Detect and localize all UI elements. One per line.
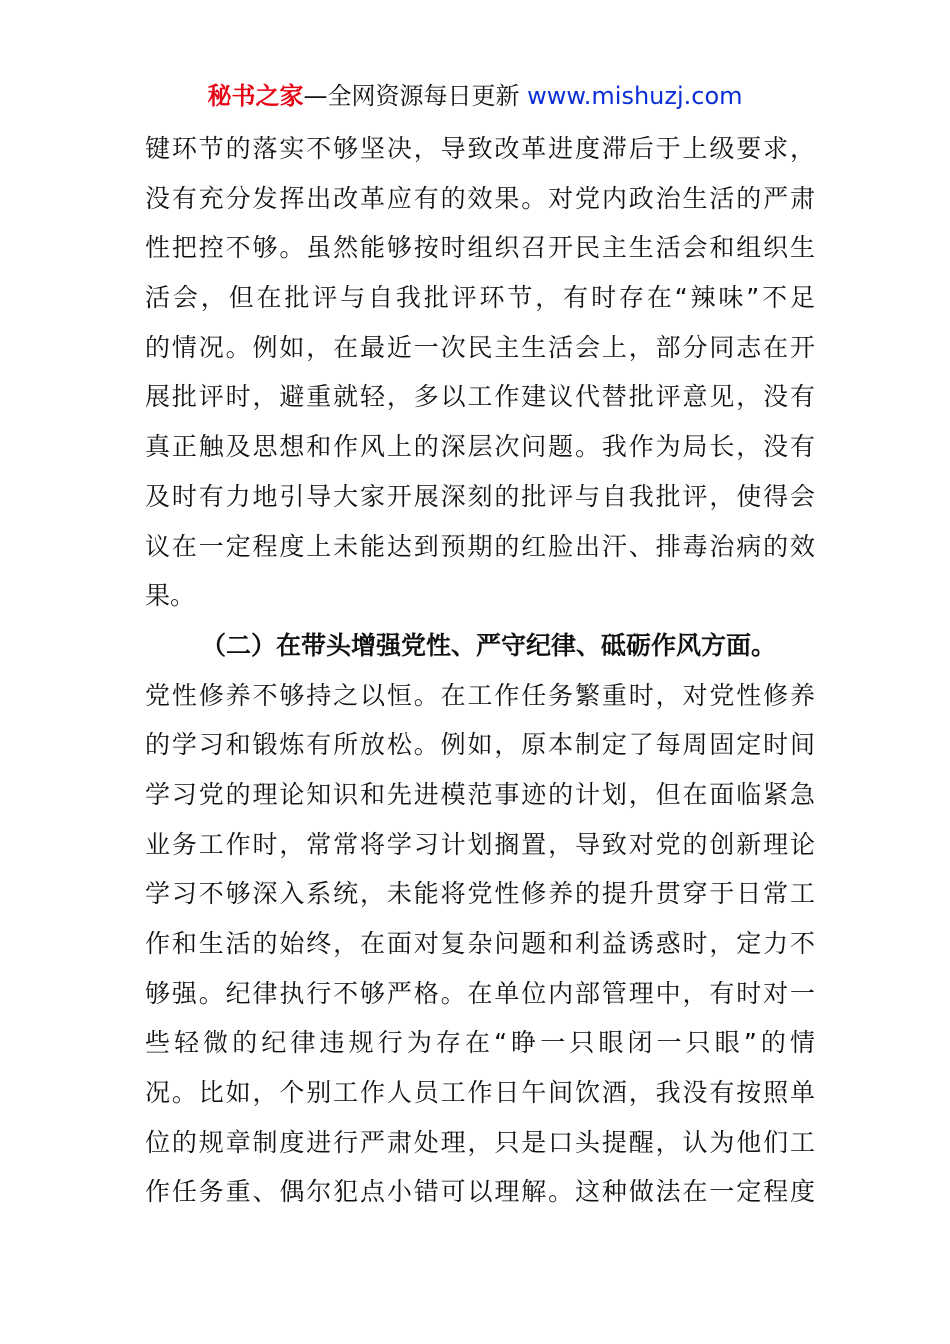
text-line: 党性修养不够持之以恒。在工作任务繁重时，对党性修养 <box>145 680 815 710</box>
text-line: 及时有力地引导大家开展深刻的批评与自我批评，使得会 <box>145 481 815 511</box>
text-line: 学习不够深入系统，未能将党性修养的提升贯穿于日常工 <box>145 879 815 909</box>
text-line: 真正触及思想和作风上的深层次问题。我作为局长，没有 <box>145 432 815 462</box>
site-url-link[interactable]: www.mishuzj.com <box>527 82 743 110</box>
text-line: 些轻微的纪律违规行为存在“睁一只眼闭一只眼”的情 <box>145 1028 815 1058</box>
text-line: 业务工作时，常常将学习计划搁置，导致对党的创新理论 <box>145 829 815 859</box>
document-body <box>145 124 815 1217</box>
site-brand: 秘书之家 <box>207 82 304 110</box>
text-line: 位的规章制度进行严肃处理，只是口头提醒，认为他们工 <box>145 1127 815 1157</box>
site-header <box>0 80 950 112</box>
text-line: 性把控不够。虽然能够按时组织召开民主生活会和组织生 <box>145 233 815 263</box>
text-line: 键环节的落实不够坚决，导致改革进度滞后于上级要求， <box>145 134 815 163</box>
text-line: 议在一定程度上未能达到预期的红脸出汗、排毒治病的效 <box>145 531 815 561</box>
text-line: 作和生活的始终，在面对复杂问题和利益诱惑时，定力不 <box>145 929 815 958</box>
text-line: 够强。纪律执行不够严格。在单位内部管理中，有时对一 <box>145 978 815 1008</box>
section-heading: （二）在带头增强党性、严守纪律、砥砺作风方面。 <box>201 630 777 660</box>
text-line: 学习党的理论知识和先进模范事迹的计划，但在面临紧急 <box>145 779 815 809</box>
text-line: 没有充分发挥出改革应有的效果。对党内政治生活的严肃 <box>145 183 815 213</box>
site-slogan: —全网资源每日更新 <box>303 82 520 110</box>
paragraph-end-line: 果。 <box>145 581 196 611</box>
text-line: 展批评时，避重就轻，多以工作建议代替批评意见，没有 <box>145 382 815 412</box>
text-line: 作任务重、偶尔犯点小错可以理解。这种做法在一定程度 <box>145 1177 815 1207</box>
text-line: 的情况。例如，在最近一次民主生活会上，部分同志在开 <box>145 332 815 362</box>
text-line: 活会，但在批评与自我批评环节，有时存在“辣味”不足 <box>145 283 815 313</box>
text-line: 况。比如，个别工作人员工作日午间饮酒，我没有按照单 <box>145 1078 815 1108</box>
text-line: 的学习和锻炼有所放松。例如，原本制定了每周固定时间 <box>145 730 815 760</box>
